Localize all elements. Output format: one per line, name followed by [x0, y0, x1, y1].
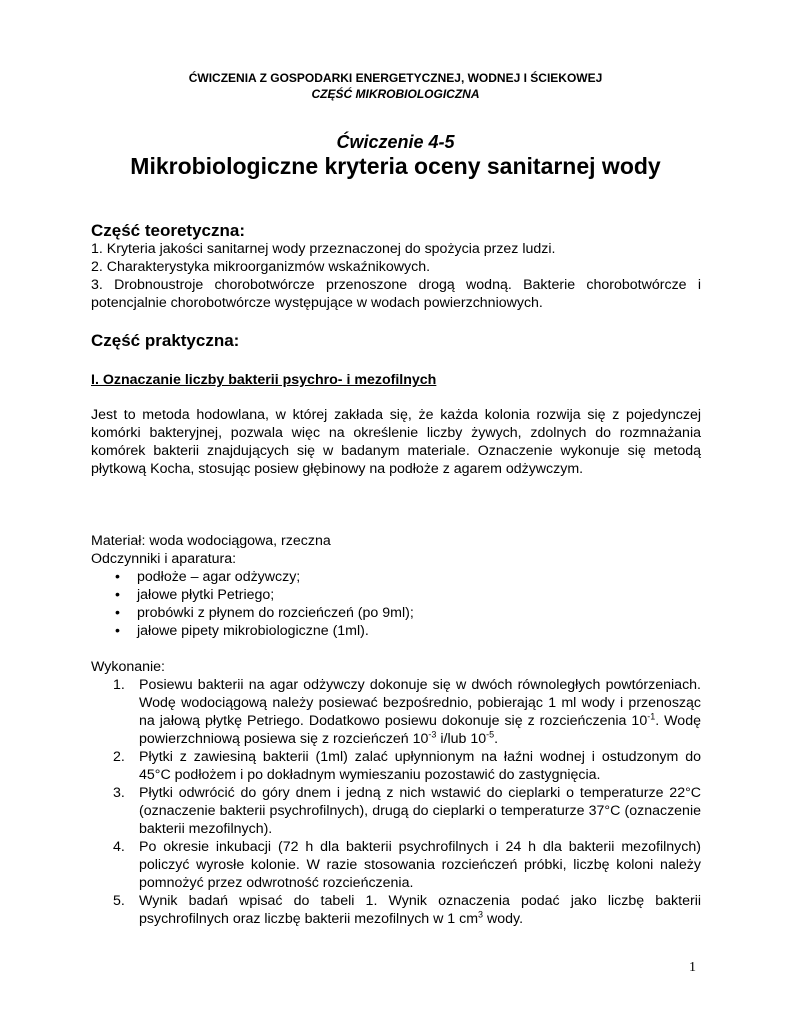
procedure-step: 5. Wynik badań wpisać do tabeli 1. Wynik oznaczenia podać jako liczbę bakterii psychrofilnych oraz liczbę bakterii mezofilnych w 1 $cm^3$ wody.: [113, 893, 701, 927]
list-item: • probówki z płynem do rozcieńczeń (po 9ml);: [115, 605, 414, 621]
exercise-title: Mikrobiologiczne kryteria oceny sanitarnej wody: [130, 153, 661, 179]
procedure-step: 3. Płytki odwrócić do góry dnem i jedną z nich wstawić do cieplarki o temperaturze 22°C (oznaczenie bakterii psychrofilnych), drugą do cieplarki o temperaturze 37°C (oznaczenie bakterii mezofilnych).: [113, 785, 701, 837]
theory-list: [91, 240, 701, 312]
bullet-icon: •: [115, 587, 120, 603]
list-item: • podłoże – agar odżywczy;: [115, 569, 301, 585]
page-number: 1: [689, 960, 696, 975]
header-subtitle: CZĘŚĆ MIKROBIOLOGICZNA: [311, 87, 480, 101]
practice-heading: Część praktyczna:: [91, 331, 240, 350]
procedure-step: 4. Po okresie inkubacji (72 h dla bakterii psychrofilnych i 24 h dla bakterii mezofilnych) policzyć wyrosłe kolonie. W razie stosowania rozcieńczeń próbki, liczbę koloni należy pomnożyć przez odwrotność rozcieńczenia.: [113, 839, 701, 891]
header-title: ĆWICZENIA Z GOSPODARKI ENERGETYCZNEJ, WODNEJ I ŚCIEKOWEJ: [188, 71, 603, 85]
list-item: • jałowe pipety mikrobiologiczne (1ml).: [115, 623, 369, 639]
section-title: I. Oznaczanie liczby bakterii psychro- i mezofilnych: [91, 372, 437, 388]
intro-paragraph: Jest to metoda hodowlana, w której zakłada się, że każda kolonia rozwija się z pojedynczej komórki bakteryjnej, pozwala więc na określenie liczby żywych, zdolnych do rozmnażania komórek bakterii znajdujących się w badanym materiale. Oznaczenie wykonuje się metodą płytkową Kocha, stosując posiew głębinowy na podłoże z agarem odżywczym.: [91, 407, 701, 477]
bullet-icon: •: [115, 605, 120, 621]
reagents-label: Odczynniki i aparatura:: [91, 551, 237, 567]
reagents-list: [91, 568, 414, 640]
list-item: • jałowe płytki Petriego;: [115, 587, 275, 603]
bullet-icon: •: [115, 569, 120, 585]
procedure-steps: [91, 676, 701, 928]
theory-item: 1. Kryteria jakości sanitarnej wody przeznaczonej do spożycia przez ludzi.: [91, 241, 556, 257]
procedure-step: 2. Płytki z zawiesiną bakterii (1ml) zalać upłynnionym na łaźni wodnej i ostudzonym do 45°C podłożem i po dokładnym wymieszaniu pozostawić do zastygnięcia.: [113, 749, 701, 783]
theory-item: 3. Drobnoustroje chorobotwórcze przenoszone drogą wodną. Bakterie chorobotwórcze i potencjalnie chorobotwórcze występujące w wodach powierzchniowych.: [91, 277, 701, 311]
exercise-number: Ćwiczenie 4-5: [336, 132, 455, 152]
procedure-step: 1. Posiewu bakterii na agar odżywczy dokonuje się w dwóch równoległych powtórzeniach. Wodę wodociągową należy posiewać bezpośrednio, pobierając 1 ml wody i przenosząc na jałową płytkę Petriego. Dodatkowo posiewu dokonuje się z rozcieńczenia $10^{-1}$. Wodę powierzchniową posiewa się z rozcieńczeń $10^{-3}$ i/lub $10^{-5}$.: [113, 677, 701, 747]
theory-heading: Część teoretyczna:: [91, 221, 246, 240]
bullet-icon: •: [115, 623, 120, 639]
document-header: [0, 70, 791, 102]
material-line: Materiał: woda wodociągowa, rzeczna: [91, 533, 331, 549]
theory-item: 2. Charakterystyka mikroorganizmów wskaźnikowych.: [91, 259, 431, 275]
procedure-label: Wykonanie:: [91, 659, 165, 675]
